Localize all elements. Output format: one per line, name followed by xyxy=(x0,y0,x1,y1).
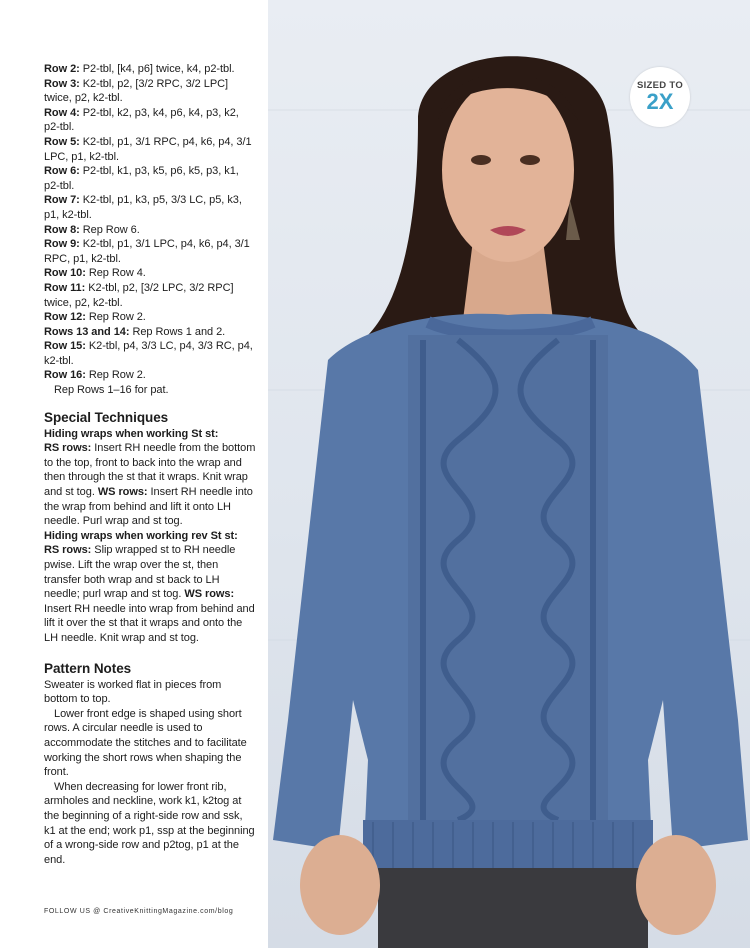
pattern-instructions xyxy=(44,62,256,867)
size-badge xyxy=(630,67,690,127)
row-label: Row 3: xyxy=(44,77,80,90)
row-label: Row 2: xyxy=(44,63,80,75)
row-label: Row 11: xyxy=(44,281,86,294)
rev-ws-label: WS rows: xyxy=(184,588,235,601)
row-text: P2-tbl, [k4, p6] twice, k4, p2-tbl. xyxy=(79,63,235,75)
rev-rs-label: RS rows: xyxy=(44,544,92,557)
row-label: Row 7: xyxy=(44,194,80,207)
row-instruction xyxy=(44,223,256,238)
rev-ws-text: Insert RH needle into wrap from behind and lift it over the st that it wraps and onto the LH needle. Knit wrap and st tog. xyxy=(44,602,255,644)
rev-st-paragraph xyxy=(44,543,256,645)
row-instruction xyxy=(44,193,256,222)
row-instruction xyxy=(44,164,256,193)
st-ws-text: Insert RH needle into the wrap from behind and lift it onto LH needle. Purl wrap and st tog. xyxy=(44,486,253,528)
row-instruction xyxy=(44,135,256,164)
row-text: Rep Row 2. xyxy=(85,311,146,324)
row-text: Rep Row 2. xyxy=(85,369,146,382)
row-instruction xyxy=(44,266,256,281)
row-text: Rep Rows 1 and 2. xyxy=(129,325,226,338)
row-instruction xyxy=(44,325,256,340)
row-text: P2-tbl, k1, p3, k5, p6, k5, p3, k1, p2-tbl. xyxy=(44,165,239,192)
row-instruction xyxy=(44,310,256,325)
footer-follow-us[interactable]: FOLLOW US @ CreativeKnittingMagazine.com/blog xyxy=(44,908,234,915)
row-text: K2-tbl, p1, 3/1 RPC, p4, k6, p4, 3/1 LPC, p1, k2-tbl. xyxy=(44,135,252,163)
row-text: K2-tbl, p1, k3, p5, 3/3 LC, p5, k3, p1, k2-tbl. xyxy=(44,194,242,221)
row-instruction xyxy=(44,106,256,135)
row-text: P2-tbl, k2, p3, k4, p6, k4, p3, k2, p2-tbl. xyxy=(44,106,239,134)
st-rs-label: RS rows: xyxy=(44,442,92,455)
notes-paragraph-3: When decreasing for lower front rib, armholes and neckline, work k1, k2tog at the beginning of a right-side row and ssk, k1 at the end; work p1, ssp at the beginning of a wrong-side row and p2tog, p1 at the end. xyxy=(44,780,255,866)
jeans xyxy=(378,868,648,948)
row-label: Row 5: xyxy=(44,135,80,148)
row-label: Row 15: xyxy=(44,340,86,353)
pattern-text-column xyxy=(0,0,268,948)
row-instructions-list xyxy=(44,62,256,383)
row-label: Row 4: xyxy=(44,106,80,119)
rep-line: Rep Rows 1–16 for pat. xyxy=(54,384,169,397)
row-text: Rep Row 6. xyxy=(79,223,140,236)
badge-size-value: 2X xyxy=(646,89,674,114)
row-text: K2-tbl, p2, [3/2 RPC, 3/2 LPC] twice, p2, k2-tbl. xyxy=(44,77,229,105)
row-label: Row 12: xyxy=(44,311,86,324)
row-instruction xyxy=(44,368,256,383)
row-label: Row 9: xyxy=(44,238,80,251)
left-hand xyxy=(300,835,380,935)
row-instruction xyxy=(44,281,256,310)
st-rs-text: Insert RH needle from the bottom to the top, front to back into the wrap and then through the st that it wraps. Knit wrap and st tog. xyxy=(44,442,256,499)
sweater-model-photo xyxy=(268,0,750,948)
row-instruction xyxy=(44,237,256,266)
notes-paragraph-2: Lower front edge is shaped using short rows. A circular needle is used to accommodate the stitches and to facilitate working the short rows when shaping the front. xyxy=(44,707,247,779)
right-hand xyxy=(636,835,716,935)
row-text: K2-tbl, p2, [3/2 LPC, 3/2 RPC] twice, p2, k2-tbl. xyxy=(44,281,234,309)
st-st-subheading: Hiding wraps when working St st: xyxy=(44,427,219,440)
model-illustration xyxy=(268,0,750,948)
row-label: Row 16: xyxy=(44,369,86,382)
row-label: Row 10: xyxy=(44,267,86,280)
row-text: Rep Row 4. xyxy=(85,267,146,280)
row-text: K2-tbl, p4, 3/3 LC, p4, 3/3 RC, p4, k2-tbl. xyxy=(44,340,253,367)
row-label: Row 6: xyxy=(44,165,80,178)
st-ws-label: WS rows: xyxy=(97,486,148,499)
row-instruction xyxy=(44,62,256,77)
notes-paragraph-1: Sweater is worked flat in pieces from bottom to top. xyxy=(44,678,222,706)
st-st-paragraph xyxy=(44,441,256,529)
row-instruction xyxy=(44,77,256,106)
row-text: K2-tbl, p1, 3/1 LPC, p4, k6, p4, 3/1 RPC, p1, k2-tbl. xyxy=(44,238,250,265)
row-label: Rows 13 and 14: xyxy=(44,325,130,338)
badge-sized-to: SIZED TO xyxy=(636,80,684,91)
row-label: Row 8: xyxy=(44,223,80,236)
row-instruction xyxy=(44,339,256,368)
pattern-notes-heading: Pattern Notes xyxy=(44,660,132,676)
rev-st-subheading: Hiding wraps when working rev St st: xyxy=(44,529,238,542)
special-techniques-heading: Special Techniques xyxy=(44,409,169,425)
rev-rs-text: Slip wrapped st to RH needle pwise. Lift the wrap over the st, then transfer both wrap and st back to LH needle; purl wrap and st tog. xyxy=(44,544,236,601)
